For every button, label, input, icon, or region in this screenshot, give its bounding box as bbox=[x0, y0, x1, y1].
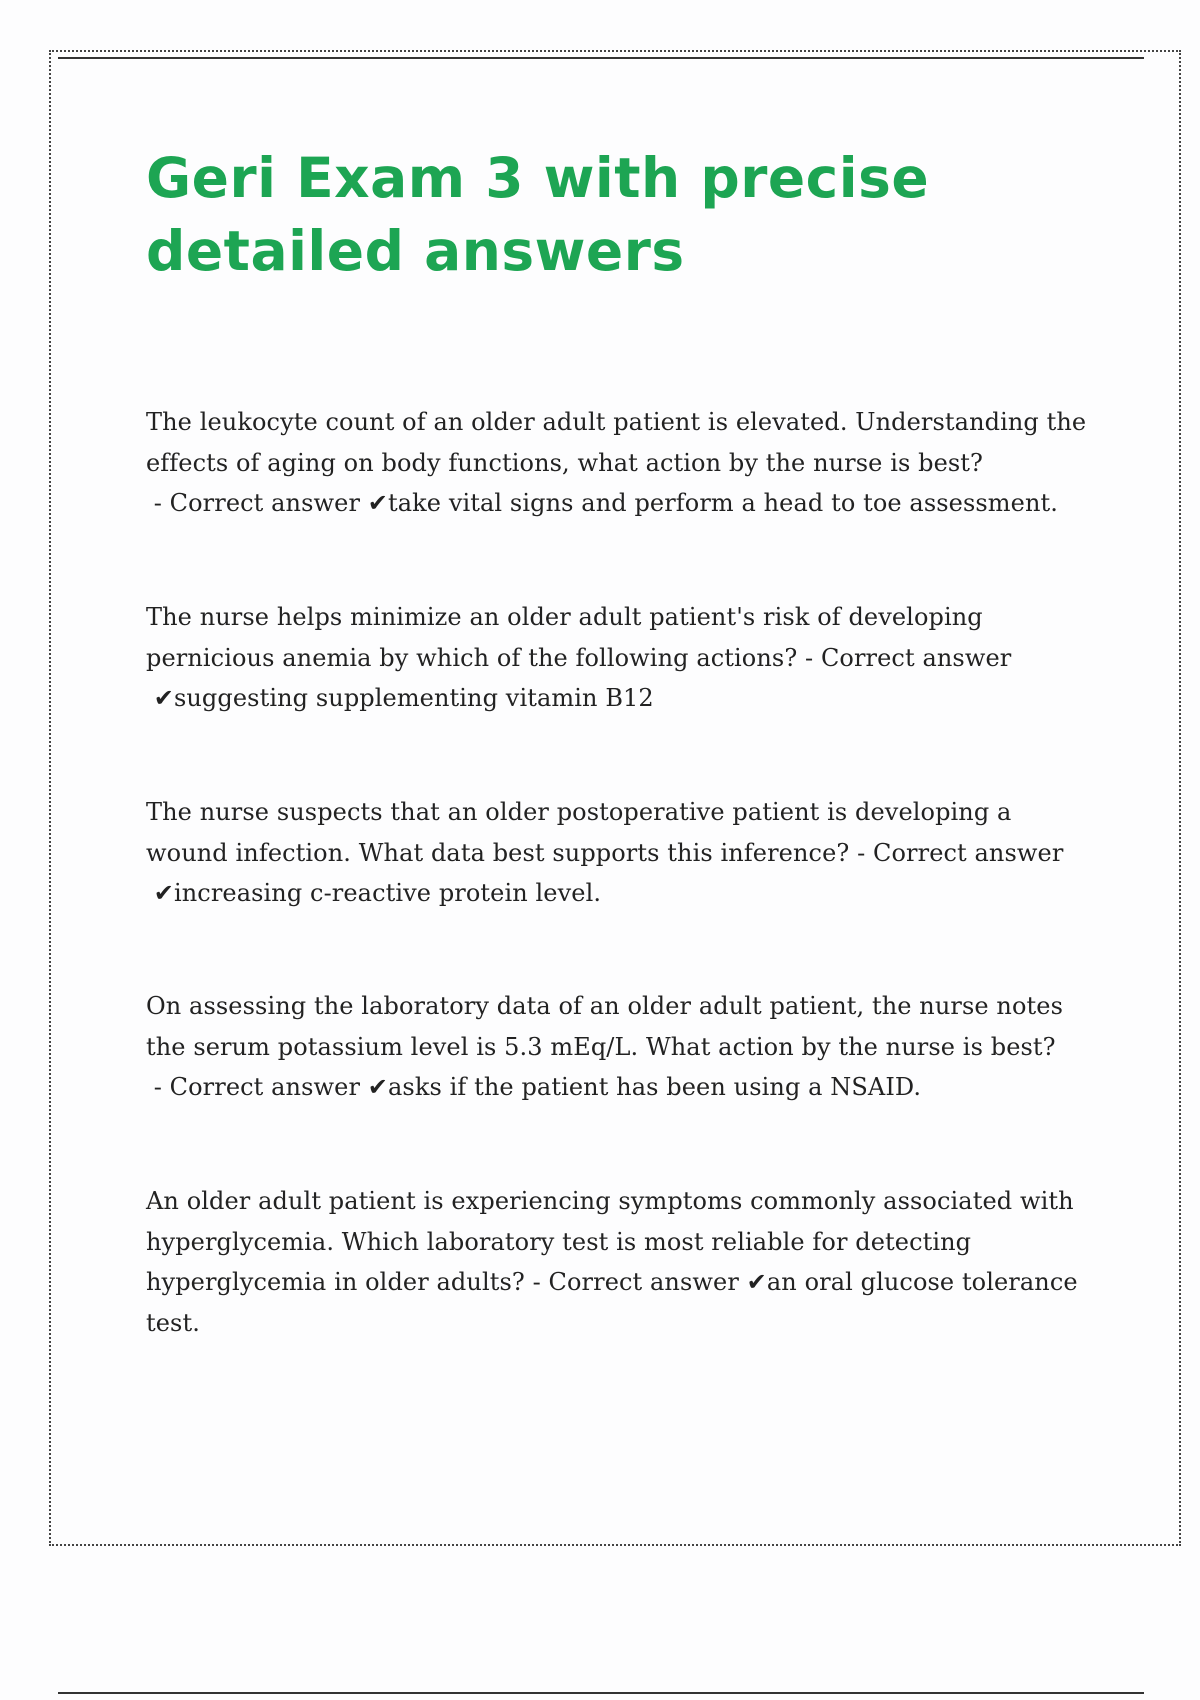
checkmark-icon: ✔ bbox=[153, 684, 174, 712]
separator: - bbox=[849, 838, 874, 867]
question-text: The nurse suspects that an older postoperative patient is developing a wound infection. What data best supports this inference? bbox=[146, 798, 1012, 867]
checkmark-icon: ✔ bbox=[153, 879, 174, 907]
separator: - bbox=[524, 1268, 549, 1296]
question-text: The nurse helps minimize an older adult patient's risk of developing pernicious anemia by which of the following actions? bbox=[146, 603, 983, 672]
separator: - bbox=[797, 643, 821, 672]
bottom-divider bbox=[58, 1692, 1144, 1694]
qa-item bbox=[146, 402, 1096, 524]
answer-text: increasing c-reactive protein level. bbox=[173, 879, 602, 907]
answer-text: an oral glucose tolerance test. bbox=[146, 1268, 1078, 1337]
qa-item bbox=[146, 1181, 1096, 1343]
checkmark-icon: ✔ bbox=[367, 1073, 389, 1101]
document-title: Geri Exam 3 with precise detailed answers bbox=[146, 146, 930, 283]
answer-label: Correct answer bbox=[169, 1073, 361, 1101]
top-divider bbox=[58, 57, 1144, 59]
qa-item bbox=[146, 792, 1096, 914]
answer-label: Correct answer bbox=[820, 643, 1012, 672]
question-text: An older adult patient is experiencing symptoms commonly associated with hyperglycemia. Which laboratory test is most reliable for detecting hyperglycemia in older adults? bbox=[146, 1187, 1074, 1296]
qa-item bbox=[146, 986, 1096, 1108]
question-text: The leukocyte count of an older adult patient is elevated. Understanding the effects of aging on body functions, what action by the nurse is best? bbox=[146, 408, 1087, 477]
answer-label: Correct answer bbox=[873, 838, 1064, 867]
separator: - bbox=[146, 489, 170, 517]
separator: - bbox=[146, 1073, 170, 1101]
answer-text: asks if the patient has been using a NSAID. bbox=[388, 1073, 922, 1101]
checkmark-icon: ✔ bbox=[746, 1268, 767, 1296]
question-text: On assessing the laboratory data of an older adult patient, the nurse notes the serum potassium level is 5.3 mEq/L. What action by the nurse is best? bbox=[146, 992, 1064, 1061]
answer-label: Correct answer bbox=[548, 1268, 739, 1296]
answer-text: take vital signs and perform a head to toe assessment. bbox=[388, 489, 1058, 517]
answer-label: Correct answer bbox=[169, 489, 361, 517]
answer-text: suggesting supplementing vitamin B12 bbox=[173, 684, 654, 712]
qa-item bbox=[146, 597, 1096, 719]
checkmark-icon: ✔ bbox=[367, 489, 389, 517]
